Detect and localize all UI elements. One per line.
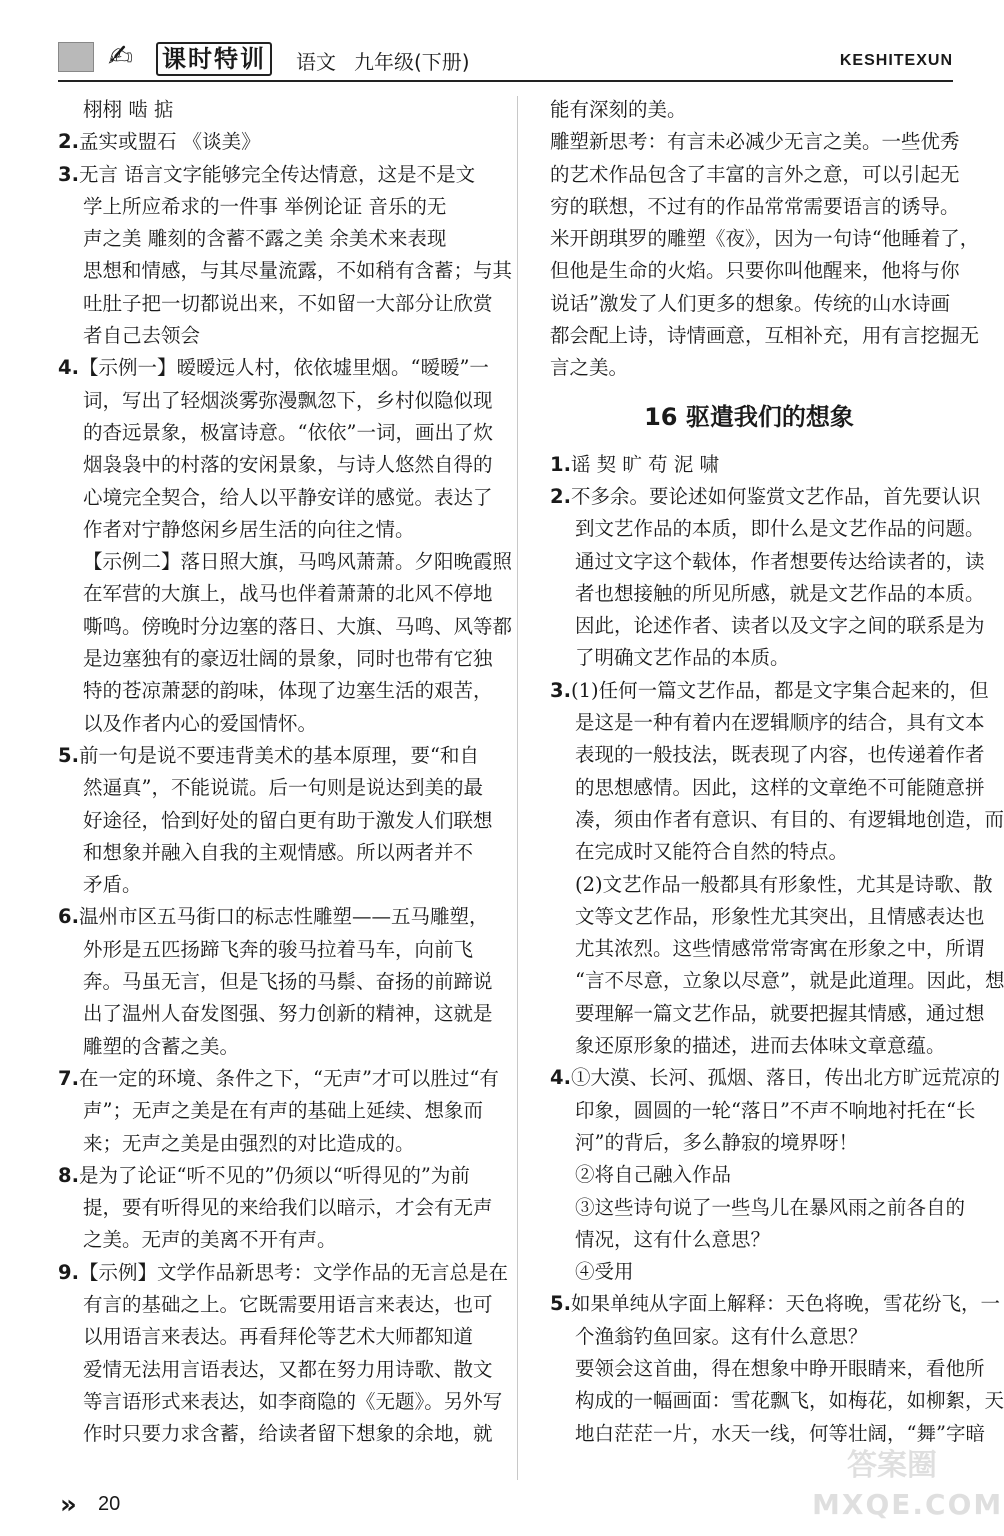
- text-line: [58, 449, 493, 481]
- answer-text: 烟袅袅中的村落的安闲景象，与诗人悠然自得的: [83, 453, 493, 477]
- watermark-url: MXQE.COM: [812, 1488, 1004, 1521]
- text-line: [550, 933, 985, 965]
- answer-text: 谣 契 旷 苟 泥 啸: [570, 452, 719, 476]
- text-line: [550, 739, 985, 771]
- answer-text: 作者对宁静悠闲乡居生活的向往之情。: [83, 517, 415, 541]
- question-number: 5.: [58, 743, 79, 767]
- answer-text: 有言的基础之上。它既需要用语言来表达，也可: [83, 1292, 493, 1316]
- text-line: [550, 642, 948, 674]
- answer-text: 栩栩 啮 掂: [83, 98, 174, 121]
- text-line: [550, 1353, 985, 1385]
- answer-text: 等言语形式来表达，如李商隐的《无题》。另外写: [83, 1389, 503, 1413]
- double-chevron-icon: »: [60, 1490, 77, 1520]
- answer-text: 表现的一般技法，既表现了内容，也传递着作者: [575, 743, 985, 767]
- left-column: [58, 94, 513, 1450]
- answer-text: 作时只要力求含蓄，给读者留下想象的余地，就: [83, 1422, 493, 1446]
- answer-text: “言不尽意，立象以尽意”，就是此道理。因此，想: [575, 969, 1004, 993]
- text-line: [58, 772, 481, 804]
- answer-text: 无言 语言文字能够完全传达情意，这是不是文: [78, 162, 476, 186]
- text-line: [58, 901, 489, 933]
- text-line: [550, 481, 981, 513]
- text-line: [550, 1385, 1004, 1417]
- answer-text: ③这些诗句说了一些鸟儿在暴风雨之前各自的: [575, 1195, 966, 1219]
- answer-text: 爱情无法用言语表达，又都在努力用诗歌、散文: [83, 1357, 493, 1381]
- answer-text: 声之美 雕刻的含蓄不露之美 余美术来表现: [83, 227, 447, 251]
- page-number: 20: [98, 1493, 121, 1515]
- answer-text: ④受用: [575, 1260, 634, 1284]
- answer-text: 以用语言来表达。再看拜伦等艺术大师都知道: [83, 1325, 474, 1349]
- text-line: [58, 1386, 503, 1418]
- header-rule: [58, 80, 953, 82]
- text-line: [550, 352, 948, 384]
- answer-text: 雕塑的含蓄之美。: [83, 1034, 240, 1058]
- answer-text: 文等文艺作品，形象性尤其突出，且情感表达也: [575, 904, 985, 928]
- text-line: [58, 1031, 481, 1063]
- answer-text: 的杳远景象，极富诗意。“依依”一词，画出了炊: [83, 420, 493, 444]
- answer-text: 【示例二】落日照大旗，马鸣风萧萧。夕阳晚霞照: [83, 550, 513, 574]
- text-line: [58, 1160, 481, 1192]
- text-line: [58, 482, 493, 514]
- text-line: [58, 998, 493, 1030]
- text-line: [58, 805, 493, 837]
- answer-text: 是边塞独有的豪迈壮阔的景象，同时也带有它独: [83, 647, 493, 671]
- answer-text: 要理解一篇文艺作品，就要把握其情感，通过想: [575, 1001, 985, 1025]
- answer-text: 米开朗琪罗的雕塑《夜》，因为一句诗“他睡着了，: [550, 227, 980, 251]
- answer-text: 词，写出了轻烟淡雾弥漫飘忽下，乡村似隐似现: [83, 388, 493, 412]
- text-line: [58, 869, 481, 901]
- text-line: [58, 611, 513, 643]
- text-line: [550, 1062, 1000, 1094]
- answer-text: 穷的联想，不过有的作品常常需要语言的诱导。: [550, 194, 960, 218]
- text-line: [550, 191, 960, 223]
- answer-text: 能有深刻的美。: [550, 98, 687, 121]
- book-brand: 课时特训: [156, 42, 272, 76]
- answer-text: 提，要有听得见的来给我们以暗示，才会有无声: [83, 1196, 493, 1220]
- answer-text: 但他是生命的火焰。只要你叫他醒来，他将与你: [550, 259, 960, 283]
- text-line: [550, 546, 985, 578]
- answer-text: 如果单纯从字面上解释：天色将晚，雪花纷飞，一: [570, 1292, 1000, 1316]
- answer-text: 在完成时又能符合自然的特点。: [575, 840, 849, 864]
- answer-text: 外形是五匹扬蹄飞奔的骏马拉着马车，向前飞: [83, 937, 474, 961]
- text-line: [550, 513, 985, 545]
- text-line: [58, 159, 481, 191]
- answer-text: 之美。无声的美离不开有声。: [83, 1228, 337, 1252]
- question-number: 2.: [550, 484, 571, 508]
- answer-text: 要领会这首曲，得在想象中睁开眼睛来，看他所: [575, 1356, 985, 1380]
- text-line: [550, 1159, 948, 1191]
- text-line: [58, 1063, 499, 1095]
- text-line: [550, 223, 980, 255]
- text-line: [58, 320, 481, 352]
- text-line: [550, 610, 985, 642]
- text-line: [550, 1321, 948, 1353]
- pen-logo-icon: ✍: [108, 39, 134, 74]
- question-number: 3.: [58, 162, 79, 186]
- answer-text: 前一句是说不要违背美术的基本原理，要“和自: [78, 743, 479, 767]
- answer-text: 不多余。要论述如何鉴赏文艺作品，首先要认识: [570, 484, 981, 508]
- answer-text: ①大漠、长河、孤烟、落日，传出北方旷远荒凉的: [570, 1066, 1000, 1090]
- text-line: [58, 934, 481, 966]
- text-line: [550, 1224, 948, 1256]
- text-line: [58, 191, 481, 223]
- answer-text: 【示例一】暧暧远人村，依依墟里烟。“暧暧”一: [78, 356, 489, 380]
- answer-text: 矛盾。: [83, 873, 142, 897]
- answer-text: 【示例】文学作品新思考：文学作品的无言总是在: [78, 1260, 508, 1284]
- text-line: [550, 288, 948, 320]
- text-line: [550, 255, 960, 287]
- question-number: 6.: [58, 905, 79, 929]
- answer-text: 特的苍凉萧瑟的韵味，体现了边塞生活的艰苦，: [83, 679, 493, 703]
- answer-text: 是为了论证“听不见的”仍须以“听得见的”为前: [78, 1163, 470, 1187]
- answer-text: 凑，须由作者有意识、有目的、有逻辑地创造，而: [575, 807, 1004, 831]
- answer-text: 个渔翁钓鱼回家。这有什么意思？: [575, 1324, 868, 1348]
- answer-text: 吐肚子把一切都说出来，不如留一大部分让欣赏: [83, 291, 493, 315]
- text-line: [58, 1257, 508, 1289]
- answer-text: 出了温州人奋发图强、努力创新的精神，这就是: [83, 1002, 493, 1026]
- text-line: [58, 126, 481, 158]
- grade-label: 九年级(下册): [354, 50, 470, 74]
- right-answers-continued: [550, 94, 980, 385]
- answer-text: 因此，论述作者、读者以及文字之间的联系是为: [575, 614, 985, 638]
- text-line: [550, 1256, 948, 1288]
- text-line: [550, 1192, 966, 1224]
- right-answers-section-16: [550, 449, 1004, 1450]
- answer-text: 了明确文艺作品的本质。: [575, 646, 790, 670]
- answer-text: 嘶鸣。傍晚时分边塞的落日、大旗、马鸣、风等都: [83, 614, 513, 638]
- answer-text: 到文艺作品的本质，即什么是文艺作品的问题。: [575, 517, 985, 541]
- answer-text: 通过文字这个载体，作者想要传达给读者的，读: [575, 549, 985, 573]
- answer-text: 心境完全契合，给人以平静安详的感觉。表达了: [83, 485, 493, 509]
- answer-text: 思想和情感，与其尽量流露，不如稍有含蓄；与其: [83, 259, 513, 283]
- text-line: [58, 675, 493, 707]
- text-line: [550, 320, 980, 352]
- text-line: [550, 449, 948, 481]
- text-line: [58, 223, 481, 255]
- answer-text: 学上所应希求的一件事 举例论证 音乐的无: [83, 194, 447, 218]
- text-line: [58, 352, 489, 384]
- text-line: [58, 1418, 493, 1450]
- text-line: [550, 1288, 1000, 1320]
- text-line: [550, 1030, 948, 1062]
- question-number: 1.: [550, 452, 571, 476]
- answer-text: (1)任何一篇文艺作品，都是文字集合起来的，但: [570, 678, 989, 702]
- question-number: 7.: [58, 1066, 79, 1090]
- text-line: [550, 869, 993, 901]
- answer-text: 情况，这有什么意思？: [575, 1227, 771, 1251]
- text-line: [58, 1289, 493, 1321]
- answer-text: 是这是一种有着内在逻辑顺序的结合，具有文本: [575, 711, 985, 735]
- answer-text: 雕塑新思考：有言未必减少无言之美。一些优秀: [550, 130, 960, 154]
- answer-text: 和想象并融入自我的主观情感。所以两者并不: [83, 840, 474, 864]
- answer-text: 孟实或盟石 《谈美》: [78, 130, 261, 154]
- right-column: [550, 94, 1004, 1450]
- text-line: [58, 1321, 481, 1353]
- text-line: [58, 837, 481, 869]
- question-number: 5.: [550, 1292, 571, 1316]
- watermark: [812, 1446, 1004, 1530]
- text-line: [58, 94, 481, 126]
- text-line: [550, 901, 985, 933]
- answer-text: 言之美。: [550, 356, 629, 380]
- text-line: [550, 965, 1004, 997]
- text-line: [58, 1224, 481, 1256]
- text-line: [550, 94, 948, 126]
- question-number: 4.: [550, 1066, 571, 1090]
- answer-text: 的艺术作品包含了丰富的言外之意，可以引起无: [550, 162, 960, 186]
- watermark-logo-text: 答案圈: [847, 1448, 937, 1483]
- answer-text: 尤其浓烈。这些情感常常寄寓在形象之中，所谓: [575, 937, 985, 961]
- answer-text: 以及作者内心的爱国情怀。: [83, 711, 318, 735]
- question-number: 4.: [58, 356, 79, 380]
- text-line: [550, 804, 1004, 836]
- answer-text: 印象，圆圆的一轮“落日”不声不响地衬托在“长: [575, 1098, 976, 1122]
- answer-text: 然逼真”，不能说谎。后一句则是说达到美的最: [83, 776, 483, 800]
- answer-text: 河”的背后，多么静寂的境界呀！: [575, 1130, 858, 1154]
- text-line: [58, 385, 493, 417]
- answer-text: 象还原形象的描述，进而去体味文章意蕴。: [575, 1034, 946, 1058]
- text-line: [58, 708, 481, 740]
- text-line: [58, 546, 513, 578]
- text-line: [550, 1127, 948, 1159]
- text-line: [550, 772, 985, 804]
- text-line: [58, 1128, 481, 1160]
- text-line: [58, 255, 513, 287]
- answer-text: 构成的一幅画面：雪花飘飞，如梅花，如柳絮，天: [575, 1389, 1004, 1413]
- answer-text: 的思想感情。因此，这样的文章绝不可能随意拼: [575, 775, 985, 799]
- subject-label: 语文: [296, 50, 336, 74]
- answer-text: 都会配上诗，诗情画意，互相补充，用有言挖掘无: [550, 324, 980, 348]
- text-line: [58, 643, 493, 675]
- text-line: [58, 1354, 493, 1386]
- answer-text: 在军营的大旗上，战马也伴着萧萧的北风不停地: [83, 582, 493, 606]
- text-line: [550, 836, 948, 868]
- text-line: [58, 1095, 481, 1127]
- answer-text: ②将自己融入作品: [575, 1163, 732, 1187]
- text-line: [58, 578, 493, 610]
- answer-text: 来；无声之美是由强烈的对比造成的。: [83, 1131, 415, 1155]
- page-header: [58, 34, 953, 84]
- answer-text: 奔。马虽无言，但是飞扬的马鬃、奋扬的前蹄说: [83, 970, 493, 994]
- text-line: [58, 514, 481, 546]
- answer-text: 地白茫茫一片，水天一线，何等壮阔，“舞”字暗: [575, 1421, 985, 1445]
- text-line: [550, 578, 985, 610]
- question-number: 3.: [550, 678, 571, 702]
- answer-text: 者也想接触的所见所感，就是文艺作品的本质。: [575, 581, 985, 605]
- text-line: [550, 126, 960, 158]
- text-line: [550, 998, 985, 1030]
- column-divider: [517, 96, 518, 1480]
- question-number: 8.: [58, 1163, 79, 1187]
- header-series-name: KESHITEXUN: [839, 52, 953, 69]
- section-title: 16 驱遣我们的想象: [644, 402, 854, 431]
- question-number: 2.: [58, 130, 79, 154]
- answer-text: 说话”激发了人们更多的想象。传统的山水诗画: [550, 291, 950, 315]
- text-line: [58, 417, 493, 449]
- question-number: 9.: [58, 1260, 79, 1284]
- answer-text: 在一定的环境、条件之下，“无声”才可以胜过“有: [78, 1066, 499, 1090]
- text-line: [550, 159, 960, 191]
- answer-text: 声”；无声之美是在有声的基础上延续、想象而: [83, 1099, 483, 1123]
- answer-text: 温州市区五马街口的标志性雕塑——五马雕塑，: [78, 905, 489, 929]
- text-line: [58, 288, 493, 320]
- text-line: [550, 1095, 976, 1127]
- header-decor-box: [58, 42, 94, 72]
- text-line: [58, 966, 493, 998]
- answer-text: (2)文艺作品一般都具有形象性，尤其是诗歌、散: [575, 872, 993, 896]
- answer-text: 好途径，恰到好处的留白更有助于激发人们联想: [83, 808, 493, 832]
- text-line: [550, 675, 989, 707]
- text-line: [58, 1192, 493, 1224]
- answer-text: 者自己去领会: [83, 324, 201, 348]
- text-line: [58, 740, 481, 772]
- text-line: [550, 707, 985, 739]
